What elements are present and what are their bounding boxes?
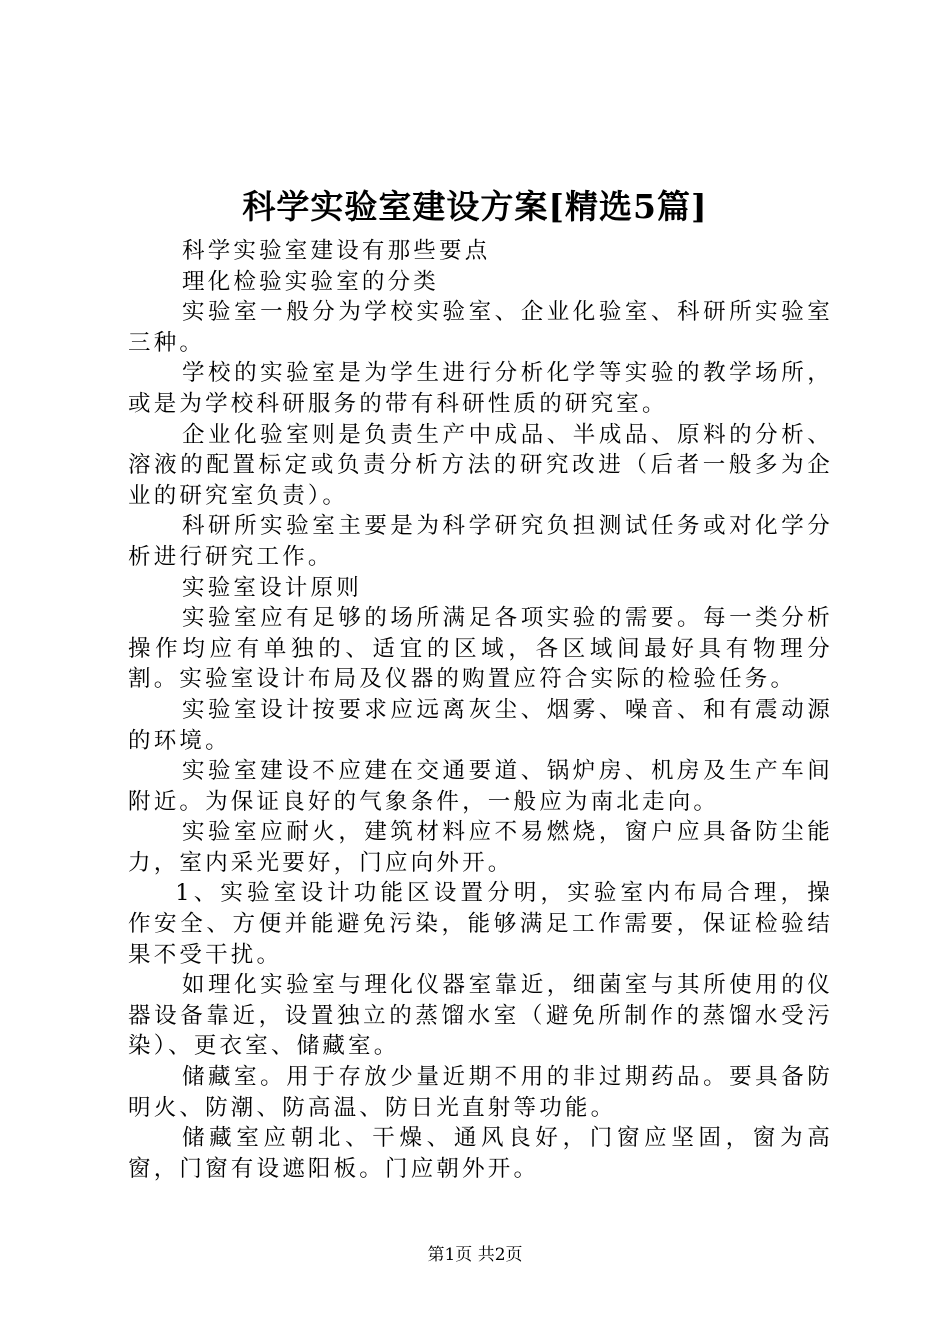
paragraph: 科学实验室建设有那些要点 <box>182 238 491 264</box>
paragraph: 储藏室。用于存放少量近期不用的非过期药品。要具备防明火、防潮、防高温、防日光直射等功能。 <box>128 1064 833 1121</box>
paragraph: 1、实验室设计功能区设置分明，实验室内布局合理，操作安全、方便并能避免污染，能够满足工作需要，保证检验结果不受干扰。 <box>128 880 833 968</box>
paragraph: 实验室一般分为学校实验室、企业化验室、科研所实验室三种。 <box>128 299 833 356</box>
paragraph: 理化检验实验室的分类 <box>182 268 440 295</box>
paragraph: 实验室设计按要求应远离灰尘、烟雾、噪音、和有震动源的环境。 <box>128 696 833 754</box>
paragraph: 科研所实验室主要是为科学研究负担测试任务或对化学分析进行研究工作。 <box>128 513 833 570</box>
page-footer: 第1页 共2页 <box>427 1245 523 1265</box>
paragraph: 实验室建设不应建在交通要道、锅炉房、机房及生产车间附近。为保证良好的气象条件，一般应为南北走向。 <box>128 758 833 815</box>
paragraph: 学校的实验室是为学生进行分析化学等实验的教学场所，或是为学校科研服务的带有科研性质的研究室。 <box>128 360 833 417</box>
paragraph: 实验室应耐火，建筑材料应不易燃烧，窗户应具备防尘能力，室内采光要好，门应向外开。 <box>128 819 833 876</box>
document-title: 科学实验室建设方案[精选5篇] <box>242 187 708 226</box>
paragraph: 储藏室应朝北、干燥、通风良好，门窗应坚固，窗为高窗，门窗有设遮阳板。门应朝外开。 <box>128 1125 833 1182</box>
paragraph: 如理化实验室与理化仪器室靠近，细菌室与其所使用的仪器设备靠近，设置独立的蒸馏水室（避免所制作的蒸馏水受污染）、更衣室、储藏室。 <box>128 972 833 1060</box>
document-body <box>128 236 833 1184</box>
paragraph: 企业化验室则是负责生产中成品、半成品、原料的分析、溶液的配置标定或负责分析方法的研究改进（后者一般多为企业的研究室负责）。 <box>128 421 833 509</box>
paragraph: 实验室应有足够的场所满足各项实验的需要。每一类分析操作均应有单独的、适宜的区域，各区域间最好具有物理分割。实验室设计布局及仪器的购置应符合实际的检验任务。 <box>128 605 833 693</box>
paragraph: 实验室设计原则 <box>182 574 362 601</box>
